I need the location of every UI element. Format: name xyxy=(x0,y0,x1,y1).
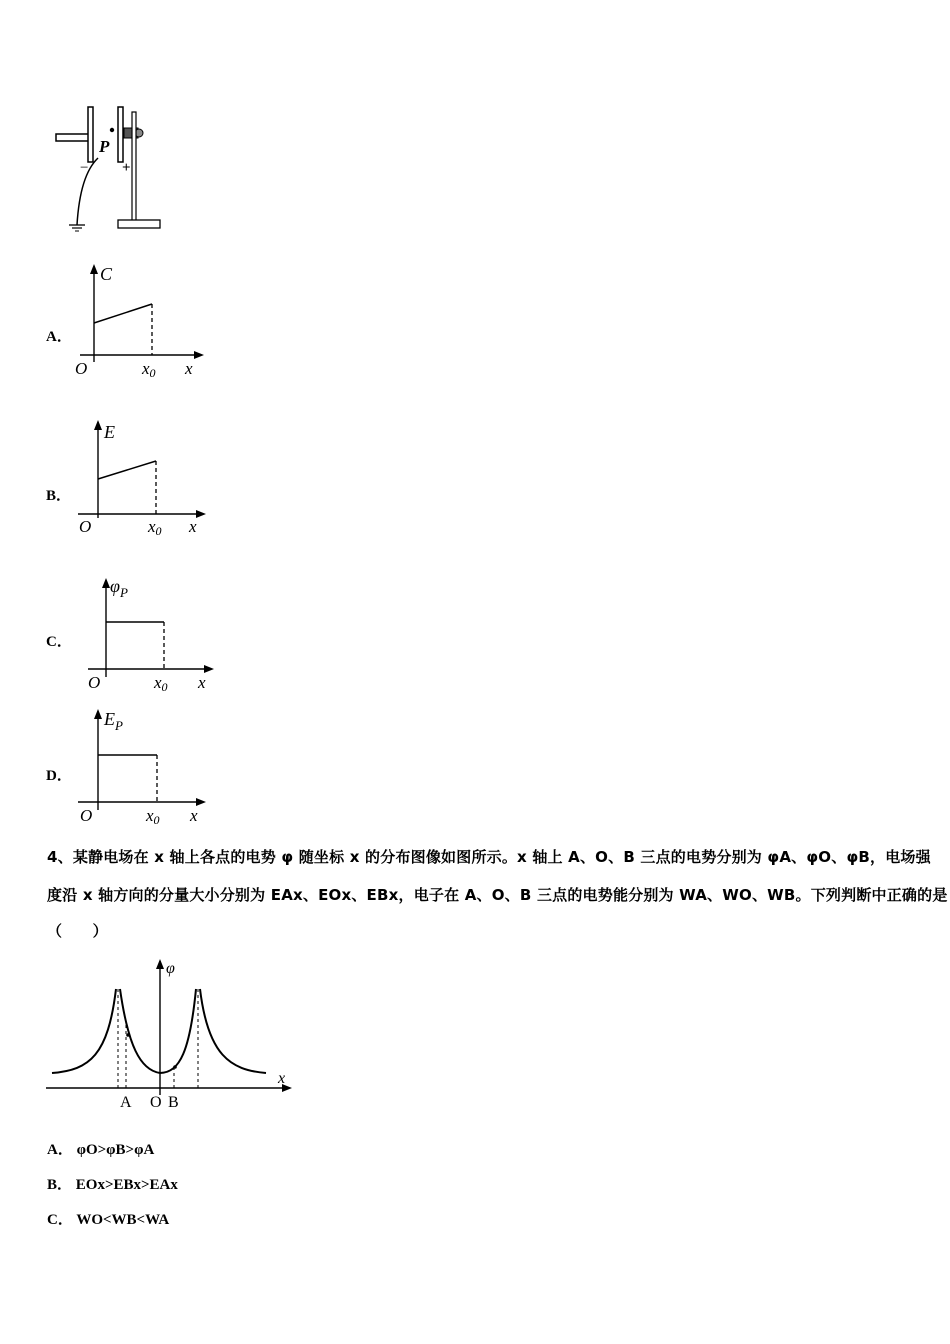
plus-sign: + xyxy=(122,160,131,176)
origin-label: O xyxy=(80,806,93,825)
q4-option-c-label: C． xyxy=(47,1212,73,1228)
svg-text:EP xyxy=(103,709,123,733)
x0-label: x xyxy=(154,673,162,692)
y-axis-label: C xyxy=(100,264,113,284)
capacitor-apparatus-figure xyxy=(50,100,170,235)
x-axis-label: x xyxy=(198,673,206,692)
phi-axis-label: φ xyxy=(166,960,175,977)
q4-option-a-label: A． xyxy=(47,1142,73,1158)
y-axis-sub: P xyxy=(119,585,128,600)
x0-label: x xyxy=(148,517,156,536)
potential-distribution-graph xyxy=(40,955,300,1115)
origin-label: O xyxy=(75,359,88,378)
x0-sub: 0 xyxy=(161,680,168,694)
y-axis-label: φ xyxy=(110,576,120,596)
option-a-graph xyxy=(70,262,210,382)
origin-label: O xyxy=(88,673,101,692)
q4-option-b[interactable] xyxy=(47,1173,178,1194)
q4-option-a-text: φO>φB>φA xyxy=(76,1142,155,1158)
option-a-label: A． xyxy=(46,329,72,345)
option-c-label: C． xyxy=(46,634,72,650)
svg-text:x0 xyxy=(153,673,168,694)
y-axis-label: E xyxy=(104,422,115,442)
y-axis-label: E xyxy=(104,709,115,729)
option-d-label: D． xyxy=(46,768,72,784)
x0-sub: 0 xyxy=(149,366,156,380)
option-c-graph xyxy=(82,572,222,697)
x0-sub: 0 xyxy=(153,813,160,827)
option-b-label: B． xyxy=(46,488,72,504)
point-b-label: B xyxy=(168,1094,179,1111)
x-axis-label: x xyxy=(185,359,193,378)
svg-text:φP xyxy=(110,576,128,600)
q4-option-a[interactable] xyxy=(47,1138,154,1159)
svg-text:x0 xyxy=(147,517,162,538)
question-4-line-1: 4、某静电场在 x 轴上各点的电势 φ 随坐标 x 的分布图像如图所示。x 轴上 A、O、B 三点的电势分别为 φA、φO、φB，电场强 xyxy=(47,848,931,866)
x0-label: x xyxy=(146,806,154,825)
question-4-line-3: （ ） xyxy=(47,922,108,940)
q4-option-b-label: B． xyxy=(47,1177,73,1193)
question-4-line-2: 度沿 x 轴方向的分量大小分别为 EAx、EOx、EBx，电子在 A、O、B 三点的电势能分别为 WA、WO、WB。下列判断中正确的是 xyxy=(47,886,948,904)
x-axis-label: x xyxy=(189,517,197,536)
minus-sign: − xyxy=(80,160,89,176)
point-o-label: O xyxy=(150,1094,162,1111)
q4-option-b-text: EOx>EBx>EAx xyxy=(75,1177,178,1193)
y-axis-sub: P xyxy=(115,718,123,733)
x0-sub: 0 xyxy=(155,524,162,538)
svg-text:x0 xyxy=(141,359,156,380)
x-axis-label: x xyxy=(278,1070,286,1087)
x-axis-label: x xyxy=(190,806,198,825)
x0-label: x xyxy=(142,359,150,378)
q4-option-c-text: WO<WB<WA xyxy=(76,1212,170,1228)
option-b-graph xyxy=(74,418,214,538)
svg-text:x0 xyxy=(145,806,160,827)
point-p-label: P xyxy=(99,137,110,156)
origin-label: O xyxy=(79,517,92,536)
option-d-graph xyxy=(74,705,214,830)
point-a-label: A xyxy=(120,1094,132,1111)
q4-option-c[interactable] xyxy=(47,1208,169,1229)
